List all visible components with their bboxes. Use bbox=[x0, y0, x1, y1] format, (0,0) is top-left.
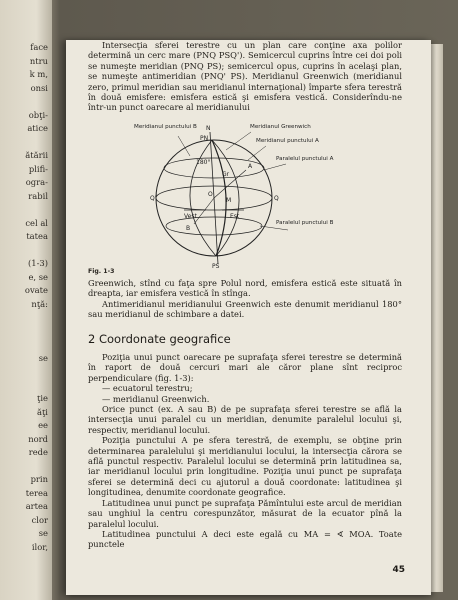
left-page-line: ătării bbox=[25, 150, 48, 160]
left-page-line: ee bbox=[38, 420, 48, 430]
radius-ob bbox=[194, 198, 214, 224]
left-page-line: ţie bbox=[36, 393, 48, 403]
left-page-line: nţă: bbox=[31, 298, 48, 309]
left-page-line: plifi- bbox=[28, 163, 48, 174]
left-page-line: obţi- bbox=[28, 109, 48, 120]
left-page-line: onsi bbox=[30, 82, 48, 93]
left-page-line: se bbox=[38, 352, 48, 363]
paragraph: Poziţia unui punct oarecare pe suprafaţa sferei terestre se determină în raport de două cercuri mari ale căror plane sînt reciproc perpendiculare (fig. 1-3): bbox=[88, 352, 402, 383]
left-page-line: se bbox=[38, 528, 48, 538]
label-paralel-a: Paralelul punctului A bbox=[276, 156, 334, 162]
label-ps: PS bbox=[212, 263, 220, 270]
label-q: Q bbox=[274, 195, 279, 202]
left-page-line: face bbox=[30, 42, 48, 52]
globe-figure bbox=[126, 120, 346, 270]
label-paralel-b: Paralelul punctului B bbox=[276, 220, 334, 226]
left-page-line: ogra- bbox=[25, 177, 48, 187]
left-page-line: ovate bbox=[24, 285, 48, 295]
section-body bbox=[88, 352, 402, 550]
parallel-b bbox=[166, 217, 262, 235]
left-page-line: clor bbox=[31, 514, 48, 525]
left-page-line: tatea bbox=[26, 231, 48, 241]
page-number: 45 bbox=[392, 565, 405, 575]
label-b: B bbox=[186, 225, 191, 232]
paragraph-after-figure bbox=[88, 278, 402, 320]
left-page-line: (1-3) bbox=[27, 258, 48, 268]
label-m: M bbox=[226, 197, 232, 204]
label-vest: Vest bbox=[184, 213, 197, 220]
left-page-line: cel al bbox=[25, 217, 48, 228]
meridian-b bbox=[190, 140, 216, 256]
radius-oa bbox=[214, 170, 246, 198]
left-page-line: rede bbox=[28, 447, 48, 457]
label-gr: Gr bbox=[222, 171, 230, 178]
left-page-line: terea bbox=[25, 487, 48, 498]
paragraph: Orice punct (ex. A sau B) de pe suprafaţa sferei terestre se află la intersecţia unui paralel cu un meridian, denumite paralelul locului şi, respectiv, meridianul locului. bbox=[88, 404, 402, 435]
left-page-line: atice bbox=[27, 123, 48, 133]
paragraph: Latitudinea punctului A deci este egală cu MA = ∢ MOA. Toate punctele bbox=[88, 528, 402, 550]
paragraph: Greenwich, stînd cu faţa spre Polul nord, emisfera estică este situată în dreapta, iar emisfera vestică în stînga. bbox=[88, 278, 402, 299]
label-o: O bbox=[208, 191, 213, 198]
section-heading: 2 Coordonate geografice bbox=[88, 332, 231, 346]
left-page-line: e, se bbox=[28, 271, 48, 282]
left-page-line: k m, bbox=[29, 69, 48, 79]
left-page-line: prin bbox=[30, 474, 48, 484]
label-180: 180° bbox=[196, 159, 211, 166]
paragraph: Antimeridianul meridianului Greenwich este denumit meridianul 180° sau meridianul de schimbare a datei. bbox=[88, 298, 402, 320]
label-a: A bbox=[248, 163, 253, 170]
label-est: Est bbox=[230, 213, 240, 220]
list-item: — meridianul Greenwich. bbox=[102, 393, 210, 404]
figure-caption: Fig. 1-3 bbox=[88, 268, 115, 275]
paragraph: Intersecţia sferei terestre cu un plan care conţine axa polilor determină un cerc mare (PNQ PSQ'). Semicercul cuprins între cei doi poli se numeşte meridian (PNQ PS); semicercul opus, cuprins în acelaşi plan, se numeşte antimeridian (PNQ' PS). Meridianul Greenwich (meridianul zero, primul meridian sau meridianul internaţional) împarte sfera terestră în două emisfere: emisfera estică şi emisfera vestică. Considerîndu-ne într-un punct oarecare al meridianului bbox=[88, 40, 402, 113]
left-page-line: ăţi bbox=[36, 406, 48, 417]
left-page bbox=[0, 0, 52, 600]
left-page-line: artea bbox=[25, 501, 48, 511]
paragraph: Poziţia punctului A pe sfera terestră, de exemplu, se obţine prin determinarea paralelului şi meridianului locului, la intersecţia cărora se află punctul respectiv. Paralelul locului se determină prin latitudinea sa, iar meridianul locului prin longitudine. Poziţia unui punct pe suprafaţa sferei se determină deci cu ajutorul a două coordonate: latitudinea şi longitudinea, denumite coordonate geografice. bbox=[88, 435, 402, 498]
left-page-line: rabil bbox=[28, 190, 48, 201]
label-n: N bbox=[206, 125, 211, 132]
label-meridian-greenwich: Meridianul Greenwich bbox=[250, 124, 311, 130]
book-page bbox=[66, 40, 431, 595]
label-pn: PN bbox=[200, 135, 209, 142]
page-edge bbox=[431, 44, 443, 592]
label-q-prime: Q' bbox=[150, 195, 157, 202]
left-page-line: ilor, bbox=[31, 541, 48, 552]
label-meridian-a: Meridianul punctului A bbox=[256, 138, 319, 144]
left-page-line: ntru bbox=[29, 55, 48, 66]
label-meridian-b: Meridianul punctului B bbox=[134, 124, 197, 130]
paragraph: Latitudinea unui punct pe suprafaţa Pămîntului este arcul de meridian sau unghiul la centru corespunzător, măsurat de la ecuator pînă la paralelul locului. bbox=[88, 497, 402, 529]
list-item: — ecuatorul terestru; bbox=[102, 383, 193, 394]
paragraph-top bbox=[88, 40, 402, 113]
left-page-line: nord bbox=[28, 433, 48, 444]
